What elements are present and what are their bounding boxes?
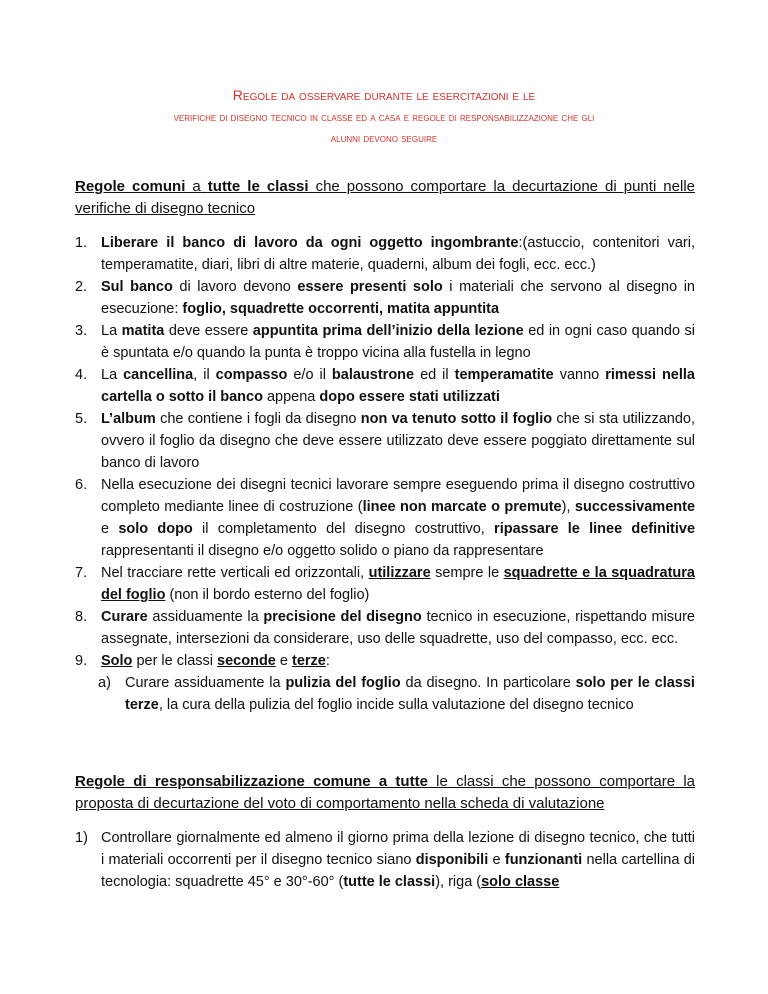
section-1-heading: Regole comuni a tutte le classi che possono comportare la decurtazione di punti nelle verifiche di disegno tecnico <box>75 178 695 217</box>
rule-item-8: 8. Curare assiduamente la precisione del disegno tecnico in esecuzione, rispettando misure assegnate, intersezioni da considerare, uso delle squadrette, uso del compasso, ecc. ecc. <box>75 609 695 647</box>
rule-item-9: 9. Solo per le classi seconde e terze: <box>75 653 330 669</box>
section-2-heading: Regole di responsabilizzazione comune a tutte le classi che possono comportare la proposta di decurtazione del voto di comportamento nella scheda di valutazione <box>75 773 696 812</box>
rule-item-6: 6. Nella esecuzione dei disegni tecnici lavorare sempre eseguendo prima il disegno costruttivo completo mediante linee di costruzione (linee non marcate o premute), successivamente e solo dopo il completamento del disegno costruttivo, ripassare le linee definitive rappresentanti il disegno e/o oggetto solido o piano da rappresentare <box>75 477 696 559</box>
document-title <box>60 85 708 150</box>
rule-item-1: 1. Liberare il banco di lavoro da ogni oggetto ingombrante:(astuccio, contenitori vari, temperamatite, diari, libri di altre materie, quaderni, album dei fogli, ecc. ecc.) <box>75 235 695 273</box>
responsibility-item-1: 1) Controllare giornalmente ed almeno il giorno prima della lezione di disegno tecnico, che tutti i materiali occorrenti per il disegno tecnico siano disponibili e funzionanti nella cartellina di tecnologia: squadrette 45° e 30°-60° (tutte le classi), riga (solo classe <box>75 830 695 890</box>
rule-item-4: 4. La cancellina, il compasso e/o il balaustrone ed il temperamatite vanno rimessi nella cartella o sotto il banco appena dopo essere stati utilizzati <box>75 367 695 405</box>
title-line-1: Regole da osservare durante le esercitazioni e le <box>232 87 536 103</box>
rule-item-5: 5. L’album che contiene i fogli da disegno non va tenuto sotto il foglio che si sta utilizzando, ovvero il foglio da disegno che deve essere utilizzato deve essere poggiato direttamente sul banco di lavoro <box>75 411 695 471</box>
responsibility-list <box>75 827 695 893</box>
rules-list <box>75 232 695 716</box>
rule-item-7: 7. Nel tracciare rette verticali ed orizzontali, utilizzare sempre le squadrette e la squadratura del foglio (non il bordo esterno del foglio) <box>75 565 695 603</box>
title-line-3: alunni devono seguire <box>330 133 438 145</box>
title-line-2: verifiche di disegno tecnico in classe ed a casa e regole di responsabilizzazione che gli <box>173 112 595 124</box>
rule-item-3: 3. La matita deve essere appuntita prima dell’inizio della lezione ed in ogni caso quando si è spuntata e/o quando la punta è troppo vicina alla fustella in legno <box>75 323 695 361</box>
rule-subitem-a: a) Curare assiduamente la pulizia del foglio da disegno. In particolare solo per le classi terze, la cura della pulizia del foglio incide sulla valutazione del disegno tecnico <box>98 675 695 713</box>
rule-item-2: 2. Sul banco di lavoro devono essere presenti solo i materiali che servono al disegno in esecuzione: foglio, squadrette occorrenti, matita appuntita <box>75 279 695 317</box>
